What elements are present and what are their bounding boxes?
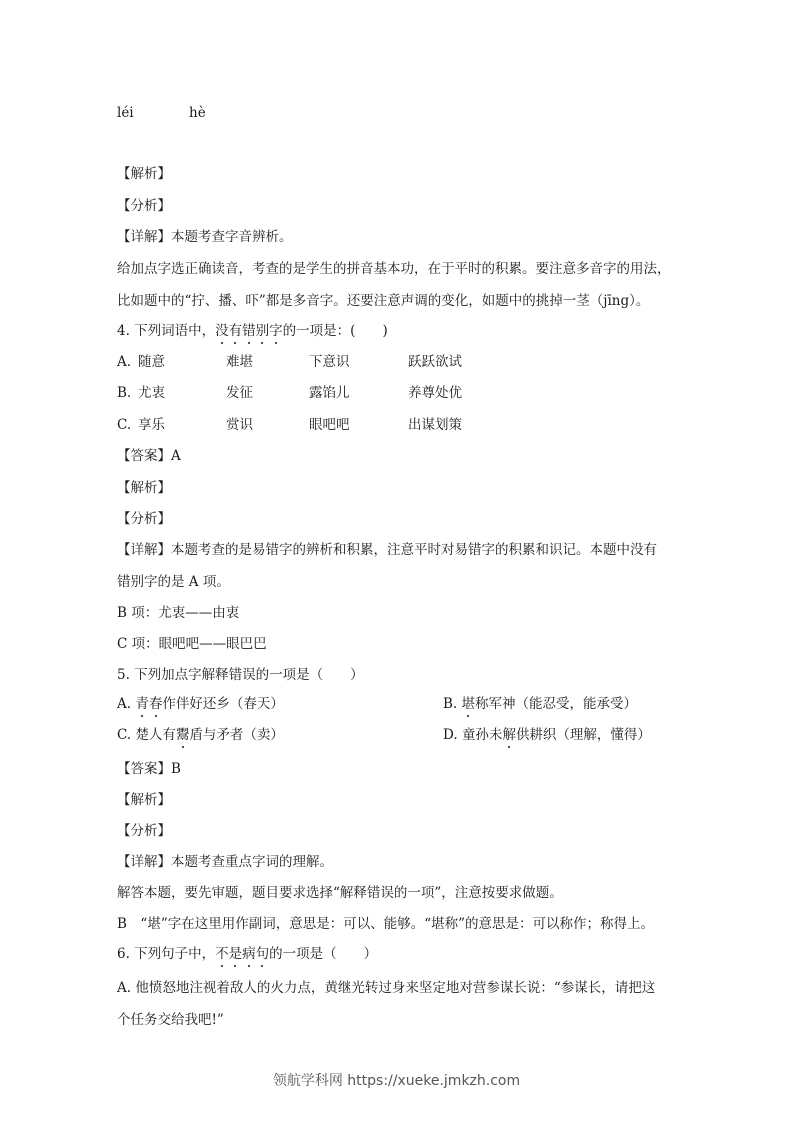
option-text: 盾与矛者（卖） [189, 727, 284, 743]
q4-fenxi: 【分析】 [117, 511, 171, 527]
option-label: B. [117, 385, 132, 401]
q4-jiexi: 【解析】 [117, 480, 171, 496]
emphasis-char: 病 [242, 946, 256, 962]
q5-fenxi: 【分析】 [117, 823, 171, 839]
option-word: 养尊处优 [408, 385, 462, 401]
option-word: 出谋划策 [408, 417, 462, 433]
q5-explanation-2: B “堪”字在这里用作副词，意思是：可以、能够。“堪称”的意思是：可以称作；称得上。 [117, 916, 655, 932]
option-label: B. [443, 696, 458, 712]
q5-answer: 【答案】B [117, 761, 181, 777]
option-label: C. [117, 417, 132, 433]
emphasis-char: 字 [269, 323, 283, 339]
option-text: 楚人有 [135, 727, 176, 743]
q4-stem [117, 322, 388, 340]
emphasis-char: 鬻 [175, 727, 190, 743]
q4-stem-pre: 4. 下列词语中， [117, 323, 216, 339]
pinyin-1: léi [117, 105, 134, 121]
explanation-line-2: 比如题中的“拧、播、吓”都是多音字。还要注意声调的变化，如题中的挑掉一茎（jīng）。 [117, 293, 650, 309]
q6-stem [117, 945, 377, 963]
option-text: 供耕织（理解，懂得） [515, 727, 651, 743]
footer-watermark: 领航学科网 https://xueke.jmkzh.com [272, 1073, 521, 1089]
option-word: 下意识 [309, 354, 350, 370]
q4-c-note: C 项：眼吧吧——眼巴巴 [117, 636, 267, 652]
emphasis-char: 别 [255, 323, 270, 339]
option-word: 享乐 [138, 417, 165, 433]
q5-explanation-1: 解答本题，要先审题，题目要求选择“解释错误的一项”，注意按要求做题。 [117, 885, 563, 901]
q5-stem: 5. 下列加点字解释错误的一项是（ ） [117, 667, 364, 683]
q5-option-d [443, 726, 651, 744]
option-word: 赏识 [226, 417, 253, 433]
option-text: 称军神（能忍受，能承受） [475, 696, 638, 712]
q4-b-note: B 项：尤衷——由衷 [117, 605, 240, 621]
emphasis-char: 有 [228, 323, 243, 339]
emphasis-char: 解 [502, 727, 516, 743]
q4-answer: 【答案】A [117, 448, 181, 464]
option-label: D. [443, 727, 458, 743]
q5-xiangjie: 【详解】本题考查重点字词的理解。 [117, 854, 333, 870]
pinyin-2: hè [189, 105, 206, 121]
q4-xiangjie-1: 【详解】本题考查的是易错字的辨析和积累，注意平时对易错字的积累和识记。本题中没有 [117, 542, 657, 558]
q6-option-a-line-2: 个任务交给我吧!” [117, 1012, 224, 1028]
option-word: 眼吧吧 [309, 417, 350, 433]
q5-option-c [117, 726, 284, 744]
option-label: A. [117, 354, 132, 370]
option-label: C. [117, 727, 132, 743]
explanation-line-1: 给加点字选正确读音，考查的是学生的拼音基本功，在于平时的积累。要注意多音字的用法， [117, 261, 671, 277]
emphasis-char: 堪 [461, 696, 476, 712]
emphasis-char: 青 [135, 696, 149, 712]
option-word: 跃跃欲试 [408, 354, 462, 370]
emphasis-char: 句 [255, 946, 270, 962]
q5-option-a [117, 695, 284, 713]
option-text: 童孙未 [461, 727, 503, 743]
option-word: 难堪 [226, 354, 253, 370]
pinyin-row [117, 104, 206, 122]
option-word: 尤衷 [138, 385, 165, 401]
q5-jiexi: 【解析】 [117, 792, 171, 808]
option-word: 露馅儿 [309, 385, 350, 401]
emphasis-char: 错 [242, 323, 256, 339]
q4-stem-post: 的一项是：( ) [282, 323, 388, 339]
q6-stem-pre: 6. 下列句子中， [117, 946, 216, 962]
option-word: 随意 [138, 354, 165, 370]
q4-xiangjie-2: 错别字的是 A 项。 [117, 574, 230, 590]
section-fenxi: 【分析】 [117, 198, 171, 214]
q6-option-a-line-1: A. 他愤怒地注视着敌人的火力点，黄继光转过身来坚定地对营参谋长说：“参谋长，请把这 [117, 980, 656, 996]
q5-option-b [443, 695, 637, 713]
option-word: 发征 [226, 385, 253, 401]
emphasis-char: 春 [148, 696, 163, 712]
emphasis-char: 是 [228, 946, 243, 962]
option-label: A. [117, 696, 132, 712]
q6-stem-post: 的一项是（ ） [269, 946, 378, 962]
emphasis-char: 不 [215, 946, 229, 962]
section-jiexi: 【解析】 [117, 166, 171, 182]
option-text: 作伴好还乡（春天） [162, 696, 284, 712]
emphasis-char: 没 [215, 323, 229, 339]
section-xiangjie: 【详解】本题考查字音辨析。 [117, 229, 293, 245]
